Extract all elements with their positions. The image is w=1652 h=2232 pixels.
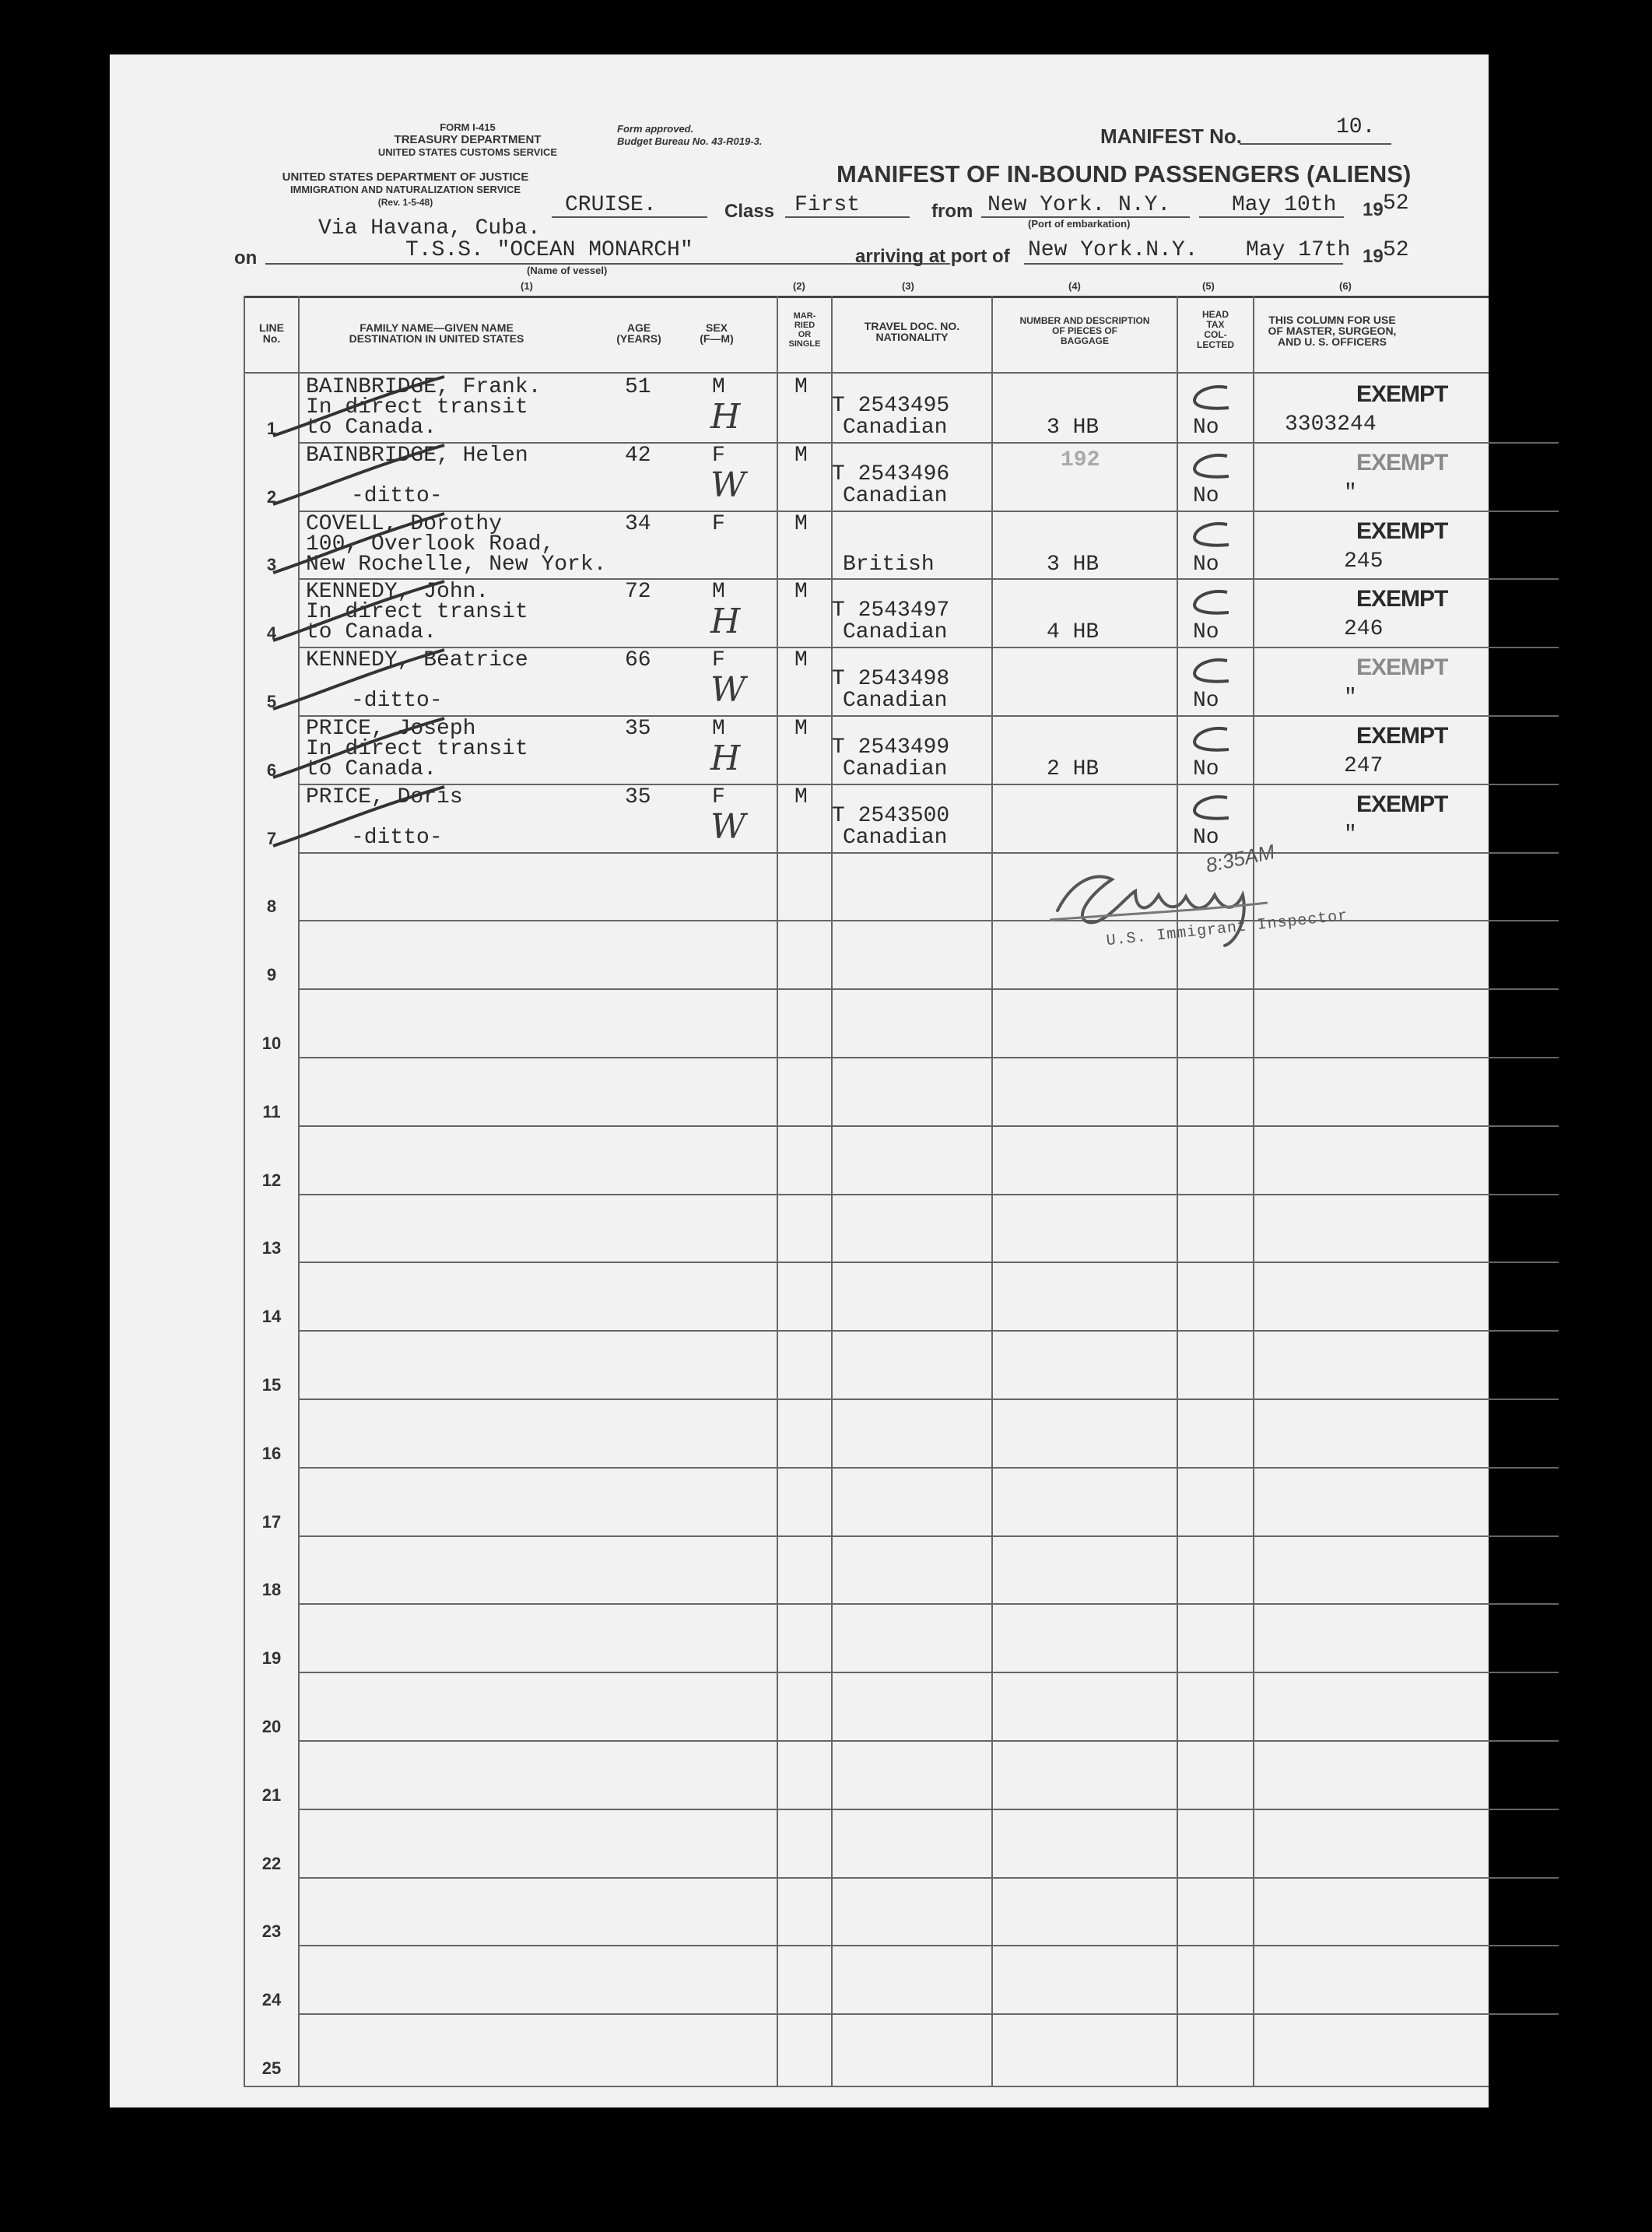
- destination-line-2: to Canada.: [306, 416, 437, 440]
- pen-stroke: [250, 374, 452, 444]
- pen-stroke: [250, 511, 452, 581]
- line-number: 3: [266, 555, 277, 574]
- marital-status: M: [794, 717, 808, 741]
- passenger-name: PRICE, Doris: [306, 784, 463, 809]
- pen-stroke: [250, 578, 452, 648]
- manifest-number-value: 10.: [1336, 115, 1376, 139]
- destination-line-2: to Canada.: [306, 620, 437, 645]
- head-tax-check-mark: [1188, 588, 1235, 619]
- department-name: TREASURY DEPARTMENT: [394, 133, 542, 146]
- col-sep-marital: [777, 296, 778, 2086]
- exempt-stamp: EXEMPT: [1356, 586, 1448, 612]
- header-married: MAR- RIED OR SINGLE: [788, 311, 821, 349]
- line-number: 1: [266, 419, 277, 438]
- line-number: 21: [261, 1785, 282, 1805]
- row-rule: [298, 1125, 1559, 1127]
- sex-check-mark: H: [710, 397, 741, 437]
- line-number: 12: [261, 1170, 282, 1190]
- officer-note: ": [1344, 686, 1357, 711]
- baggage-faint-mark: 192: [1061, 447, 1100, 472]
- travel-doc-number: T 2543498: [832, 667, 950, 692]
- marital-status: M: [794, 511, 808, 536]
- age: 72: [625, 580, 651, 605]
- budget-bureau: Budget Bureau No. 43-R019-3.: [617, 135, 763, 147]
- col-number-2: (2): [793, 280, 805, 292]
- arrival-port: New York.N.Y.: [1028, 238, 1198, 262]
- justice-dept: UNITED STATES DEPARTMENT OF JUSTICE: [282, 170, 529, 184]
- destination-line-2: -ditto-: [351, 483, 443, 508]
- arrival-port-underline: [1024, 263, 1343, 265]
- baggage: 4 HB: [1047, 620, 1100, 645]
- head-tax-check-mark: [1188, 656, 1235, 687]
- vessel-underline: [265, 263, 950, 265]
- sex: M: [712, 580, 725, 605]
- line-number: 18: [261, 1580, 282, 1599]
- head-tax-check-mark: [1188, 793, 1235, 824]
- officer-note: 3303244: [1285, 412, 1377, 437]
- line-number: 16: [261, 1444, 282, 1463]
- col-number-1: (1): [521, 280, 533, 292]
- header-sex: SEX (F—M): [700, 321, 734, 345]
- col-number-4: (4): [1068, 280, 1081, 292]
- passenger-name: BAINBRIDGE, Frank.: [306, 375, 542, 399]
- row-rule: [298, 784, 1559, 785]
- destination-line-2: -ditto-: [351, 825, 443, 850]
- exempt-stamp: EXEMPT: [1356, 518, 1448, 544]
- destination-line-2: to Canada.: [306, 757, 437, 781]
- head-tax: No: [1193, 825, 1219, 850]
- officer-note: 246: [1344, 617, 1384, 642]
- destination-line-2: -ditto-: [351, 689, 443, 714]
- destination-line-1: 100, Overlook Road,: [306, 532, 555, 556]
- header-name: FAMILY NAME—GIVEN NAME DESTINATION IN UNITED STATES: [349, 321, 524, 345]
- age: 35: [625, 784, 651, 809]
- travel-doc-number: T 2543497: [832, 598, 950, 623]
- sex-check-mark: W: [710, 806, 746, 847]
- baggage: 2 HB: [1047, 757, 1100, 781]
- line-number: 9: [266, 965, 277, 984]
- destination-line-1: In direct transit: [306, 737, 528, 761]
- line-number: 17: [261, 1512, 282, 1532]
- nationality: Canadian: [843, 620, 948, 645]
- marital-status: M: [794, 784, 808, 809]
- line-number: 11: [262, 1102, 281, 1121]
- officer-note: ": [1344, 480, 1357, 505]
- exempt-stamp: EXEMPT: [1356, 791, 1448, 817]
- date-underline: [1199, 216, 1344, 218]
- port-of-embarkation: New York. N.Y.: [987, 193, 1171, 217]
- row-rule: [298, 2013, 1559, 2015]
- travel-doc-number: T 2543495: [832, 394, 950, 418]
- row-rule: [298, 1535, 1559, 1537]
- officer-note: 245: [1344, 549, 1384, 574]
- line-number: 8: [266, 897, 277, 916]
- head-tax: No: [1193, 620, 1219, 645]
- marital-status: M: [794, 580, 808, 605]
- via-port: Via Havana, Cuba.: [318, 216, 541, 240]
- form-approved: Form approved.: [617, 123, 694, 135]
- exempt-stamp: EXEMPT: [1356, 723, 1448, 749]
- revision: (Rev. 1-5-48): [377, 197, 433, 208]
- line-number: 7: [266, 829, 277, 848]
- col-number-6: (6): [1339, 280, 1352, 292]
- row-rule: [298, 1603, 1559, 1605]
- nationality: Canadian: [843, 483, 948, 508]
- passenger-name: BAINBRIDGE, Helen: [306, 443, 528, 468]
- age: 34: [625, 511, 651, 536]
- col-sep-travel: [831, 296, 833, 2086]
- marital-status: M: [794, 443, 808, 468]
- arrival-year: 52: [1383, 238, 1409, 262]
- officer-note: 247: [1344, 754, 1384, 778]
- nationality: British: [843, 552, 935, 577]
- row-rule: [298, 1809, 1559, 1810]
- row-rule: [298, 1467, 1559, 1469]
- baggage: 3 HB: [1047, 552, 1100, 577]
- nationality: Canadian: [843, 416, 948, 440]
- arriving-label: arriving at port of: [855, 246, 1010, 267]
- pen-stroke: [250, 715, 452, 785]
- manifest-number-underline: [1240, 143, 1391, 145]
- table-left-border: [244, 296, 245, 2087]
- row-rule: [298, 1057, 1559, 1058]
- passenger-name: KENNEDY, John.: [306, 580, 489, 605]
- sex: M: [712, 375, 725, 399]
- passenger-name: COVELL, Dorothy: [306, 511, 503, 536]
- head-tax: No: [1193, 757, 1219, 781]
- travel-doc-number: T 2543499: [832, 735, 950, 760]
- marital-status: M: [794, 648, 808, 673]
- departure-year-prefix: 19: [1363, 199, 1384, 220]
- exempt-stamp: EXEMPT: [1356, 655, 1448, 681]
- row-rule: [298, 1672, 1559, 1673]
- manifest-page: [110, 54, 1489, 2107]
- head-tax: No: [1193, 689, 1219, 714]
- line-number: 13: [261, 1238, 282, 1258]
- line-number: 23: [261, 1921, 282, 1941]
- head-tax-check-mark: [1188, 383, 1235, 414]
- header-baggage: NUMBER AND DESCRIPTION OF PIECES OF BAGGAGE: [1019, 315, 1150, 346]
- row-rule: [298, 1740, 1559, 1742]
- sex-check-mark: W: [710, 670, 746, 711]
- pen-stroke: [250, 784, 452, 854]
- destination-line-1: In direct transit: [306, 395, 528, 419]
- header-line-no: LINE No.: [259, 321, 284, 345]
- age: 42: [625, 443, 651, 468]
- sex-check-mark: H: [710, 602, 741, 642]
- port-caption: (Port of embarkation): [1028, 218, 1131, 230]
- col-sep-headtax: [1177, 296, 1178, 2086]
- line-number: 4: [266, 623, 277, 643]
- departure-year: 52: [1383, 191, 1409, 216]
- sex-check-mark: W: [710, 465, 746, 505]
- exempt-stamp: EXEMPT: [1356, 449, 1448, 476]
- pen-stroke: [250, 647, 452, 717]
- age: 66: [625, 648, 651, 673]
- line-number: 24: [261, 1990, 282, 2009]
- head-tax-check-mark: [1188, 725, 1235, 756]
- marital-status: M: [794, 375, 808, 399]
- on-label: on: [234, 247, 258, 268]
- row-rule: [298, 852, 1559, 854]
- vessel-caption: (Name of vessel): [527, 265, 608, 276]
- class-underline: [785, 216, 910, 218]
- sex: M: [712, 717, 725, 741]
- travel-doc-number: T 2543500: [832, 803, 950, 828]
- sex: F: [712, 784, 725, 809]
- nationality: Canadian: [843, 757, 948, 781]
- line-number: 22: [261, 1854, 282, 1873]
- sex: F: [712, 648, 725, 673]
- inspector-time: 8:35AM: [1203, 840, 1277, 877]
- passenger-name: KENNEDY, Beatrice: [306, 648, 528, 673]
- class-value: First: [794, 193, 861, 217]
- pen-stroke: [250, 442, 452, 512]
- line-number: 10: [261, 1034, 282, 1053]
- baggage: 3 HB: [1047, 416, 1100, 440]
- manifest-number-label: MANIFEST No.: [1100, 125, 1242, 148]
- head-tax-check-mark: [1188, 451, 1235, 483]
- row-rule: [298, 1330, 1559, 1332]
- table-top-rule: [244, 296, 1489, 298]
- row-rule: [298, 1877, 1559, 1879]
- sex: F: [712, 443, 725, 468]
- line-number: 6: [266, 760, 277, 780]
- nationality: Canadian: [843, 689, 948, 714]
- inspector-caption: U.S. Immigrant Inspector: [1105, 907, 1349, 951]
- row-rule: [298, 715, 1559, 717]
- line-number: 5: [266, 692, 277, 711]
- age: 35: [625, 717, 651, 741]
- row-rule: [298, 1945, 1559, 1946]
- customs-service: UNITED STATES CUSTOMS SERVICE: [377, 146, 558, 158]
- exempt-stamp: EXEMPT: [1356, 381, 1448, 407]
- row-rule: [298, 1399, 1559, 1400]
- row-rule: [298, 1262, 1559, 1263]
- destination-line-1: In direct transit: [306, 600, 528, 625]
- cruise-label: CRUISE.: [565, 193, 657, 217]
- arrival-date: May 17th: [1246, 238, 1351, 262]
- row-rule: [298, 920, 1559, 921]
- travel-doc-number: T 2543496: [832, 461, 950, 486]
- head-tax-check-mark: [1188, 520, 1235, 551]
- col-sep-baggage: [991, 296, 993, 2086]
- head-tax: No: [1193, 416, 1219, 440]
- header-head-tax: HEAD TAX COL- LECTED: [1197, 309, 1234, 350]
- from-label: from: [931, 201, 973, 222]
- nationality: Canadian: [843, 825, 948, 850]
- row-rule: [298, 988, 1559, 990]
- row-rule: [298, 1194, 1559, 1195]
- header-officers: THIS COLUMN FOR USE OF MASTER, SURGEON, AND U. S. OFFICERS: [1268, 314, 1397, 348]
- officer-note: ": [1344, 822, 1357, 847]
- ins-service: IMMIGRATION AND NATURALIZATION SERVICE: [289, 184, 521, 195]
- destination-line-2: New Rochelle, New York.: [306, 552, 607, 577]
- line-number: 2: [266, 487, 277, 507]
- manifest-title: MANIFEST OF IN-BOUND PASSENGERS (ALIENS): [837, 160, 1412, 188]
- header-age: AGE (YEARS): [616, 321, 661, 345]
- line-number: 15: [261, 1375, 282, 1395]
- sex: F: [712, 511, 725, 536]
- table-bottom-rule: [244, 2086, 1489, 2087]
- departure-date: May 10th: [1232, 193, 1337, 217]
- line-number: 19: [261, 1648, 282, 1668]
- cruise-underline: [552, 216, 707, 218]
- class-label: Class: [724, 201, 775, 222]
- sex-check-mark: H: [710, 739, 741, 778]
- form-number: FORM I-415: [440, 121, 496, 133]
- arrival-year-prefix: 19: [1363, 246, 1384, 267]
- line-number: 20: [261, 1717, 282, 1736]
- line-number: 14: [261, 1307, 282, 1326]
- col-number-3: (3): [902, 280, 914, 292]
- passenger-name: PRICE, Joseph: [306, 717, 476, 741]
- col-sep-officers: [1253, 296, 1254, 2086]
- head-tax: No: [1193, 552, 1219, 577]
- vessel-name: T.S.S. "OCEAN MONARCH": [405, 238, 693, 262]
- age: 51: [625, 375, 651, 399]
- col-number-5: (5): [1202, 280, 1215, 292]
- header-travel-doc: TRAVEL DOC. NO. NATIONALITY: [864, 320, 960, 343]
- head-tax: No: [1193, 483, 1219, 508]
- line-number: 25: [261, 2058, 282, 2078]
